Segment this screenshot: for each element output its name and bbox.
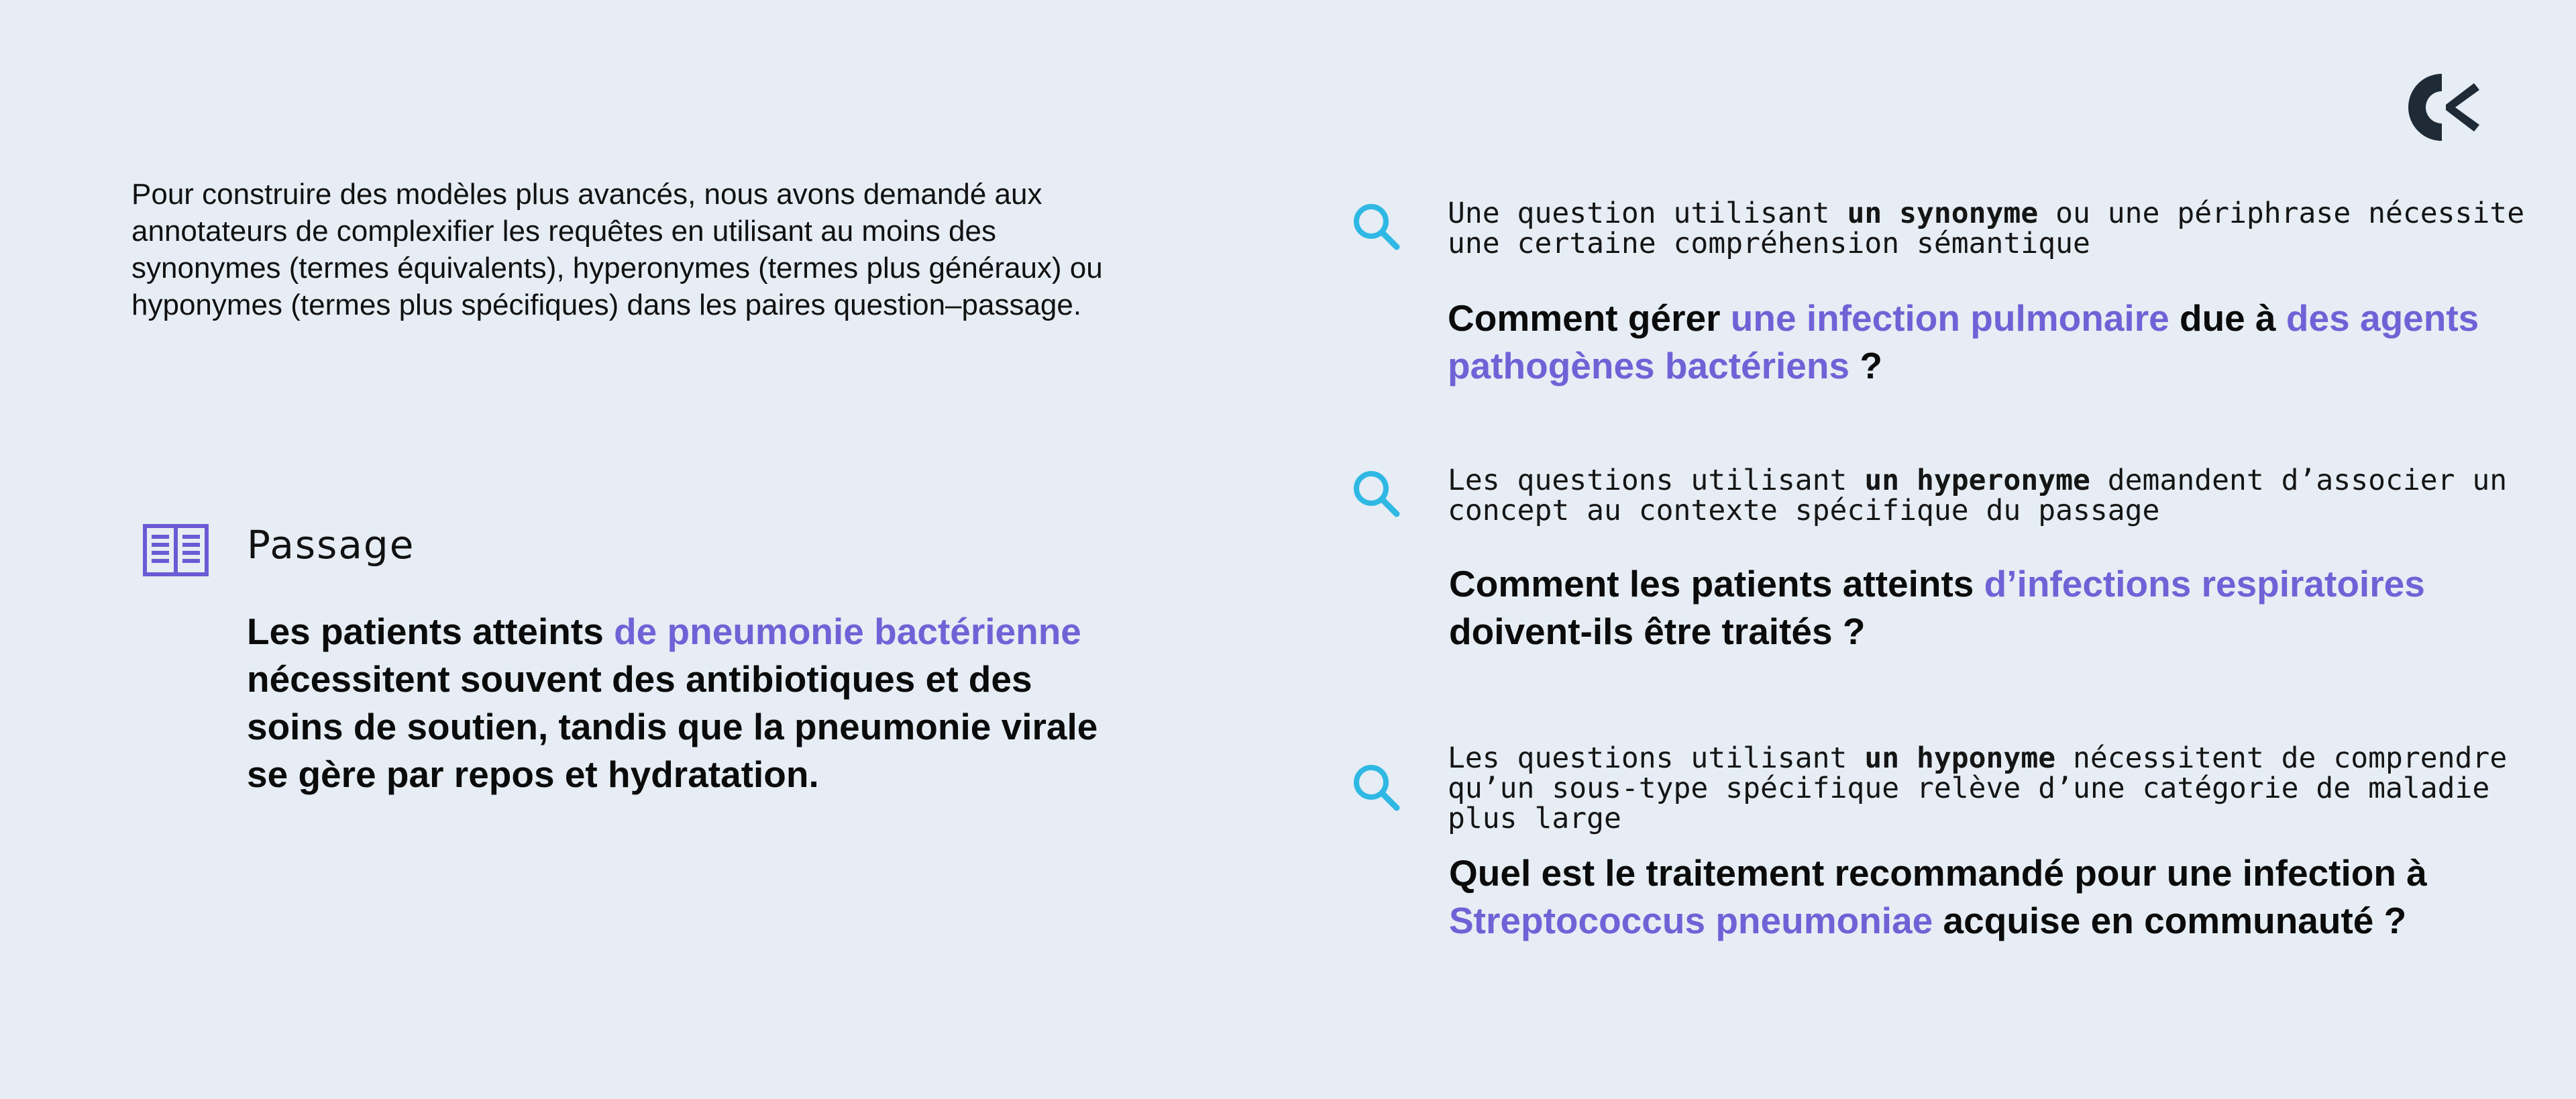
search-icon <box>1350 761 1403 815</box>
passage-text-pre: Les patients atteints <box>247 611 614 652</box>
question-3-note-term: un hyponyme <box>1864 741 2056 775</box>
question-1-post: ? <box>1849 345 1882 386</box>
search-icon <box>1350 200 1403 254</box>
intro-text: Pour construire des modèles plus avancés, nous avons demandé aux annotateurs de complexifier les requêtes en utilisant au moins des synonymes (termes équivalents), hyperonymes (termes plus généraux) ou hyponymes (termes plus spécifiques) dans les paires question–passage. <box>131 178 1103 321</box>
search-icon <box>1350 467 1403 521</box>
brand-logo-icon <box>2407 72 2481 142</box>
question-2-note <box>1448 466 2561 526</box>
question-2-post: doivent-ils être traités ? <box>1449 611 1866 652</box>
question-1-note-post: ou une périphrase nécessite une certaine compréhension sémantique <box>1448 197 2525 260</box>
question-3-post: acquise en communauté ? <box>1933 900 2407 941</box>
question-1-mid: due à <box>2169 297 2286 339</box>
question-1-note-pre: Une question utilisant <box>1448 197 1847 230</box>
open-book-icon <box>142 523 209 577</box>
passage-text-post: nécessitent souvent des antibiotiques et des soins de soutien, tandis que la pneumonie virale se gère par repos et hydratation. <box>247 658 1098 795</box>
question-2-note-post: demandent d’associer un concept au contexte spécifique du passage <box>1448 464 2508 527</box>
question-1-highlight-1: une infection pulmonaire <box>1730 297 2169 339</box>
passage-text <box>247 608 1119 798</box>
passage-highlight: de pneumonie bactérienne <box>614 611 1081 652</box>
question-3-note <box>1448 743 2561 834</box>
question-2-highlight: d’infections respiratoires <box>1984 563 2425 605</box>
question-3-note-pre: Les questions utilisant <box>1448 741 1865 775</box>
question-3-pre: Quel est le traitement recommandé pour une infection à <box>1449 852 2427 894</box>
question-2-note-pre: Les questions utilisant <box>1448 464 1865 497</box>
question-2-text <box>1449 560 2549 656</box>
question-3-text <box>1449 849 2549 945</box>
question-1-note <box>1448 199 2561 259</box>
question-1-text <box>1448 295 2548 390</box>
question-1-highlight-2: des agents pathogènes bactériens <box>1448 297 2479 386</box>
passage-label: Passage <box>247 522 415 568</box>
question-2-note-term: un hyperonyme <box>1864 464 2090 497</box>
question-1-pre: Comment gérer <box>1448 297 1731 339</box>
question-1-note-term: un synonyme <box>1847 197 2039 230</box>
question-3-highlight: Streptococcus pneumoniae <box>1449 900 1933 941</box>
question-2-pre: Comment les patients atteints <box>1449 563 1984 605</box>
question-3-note-post: nécessitent de comprendre qu’un sous-type spécifique relève d’une catégorie de maladie plus large <box>1448 741 2508 835</box>
